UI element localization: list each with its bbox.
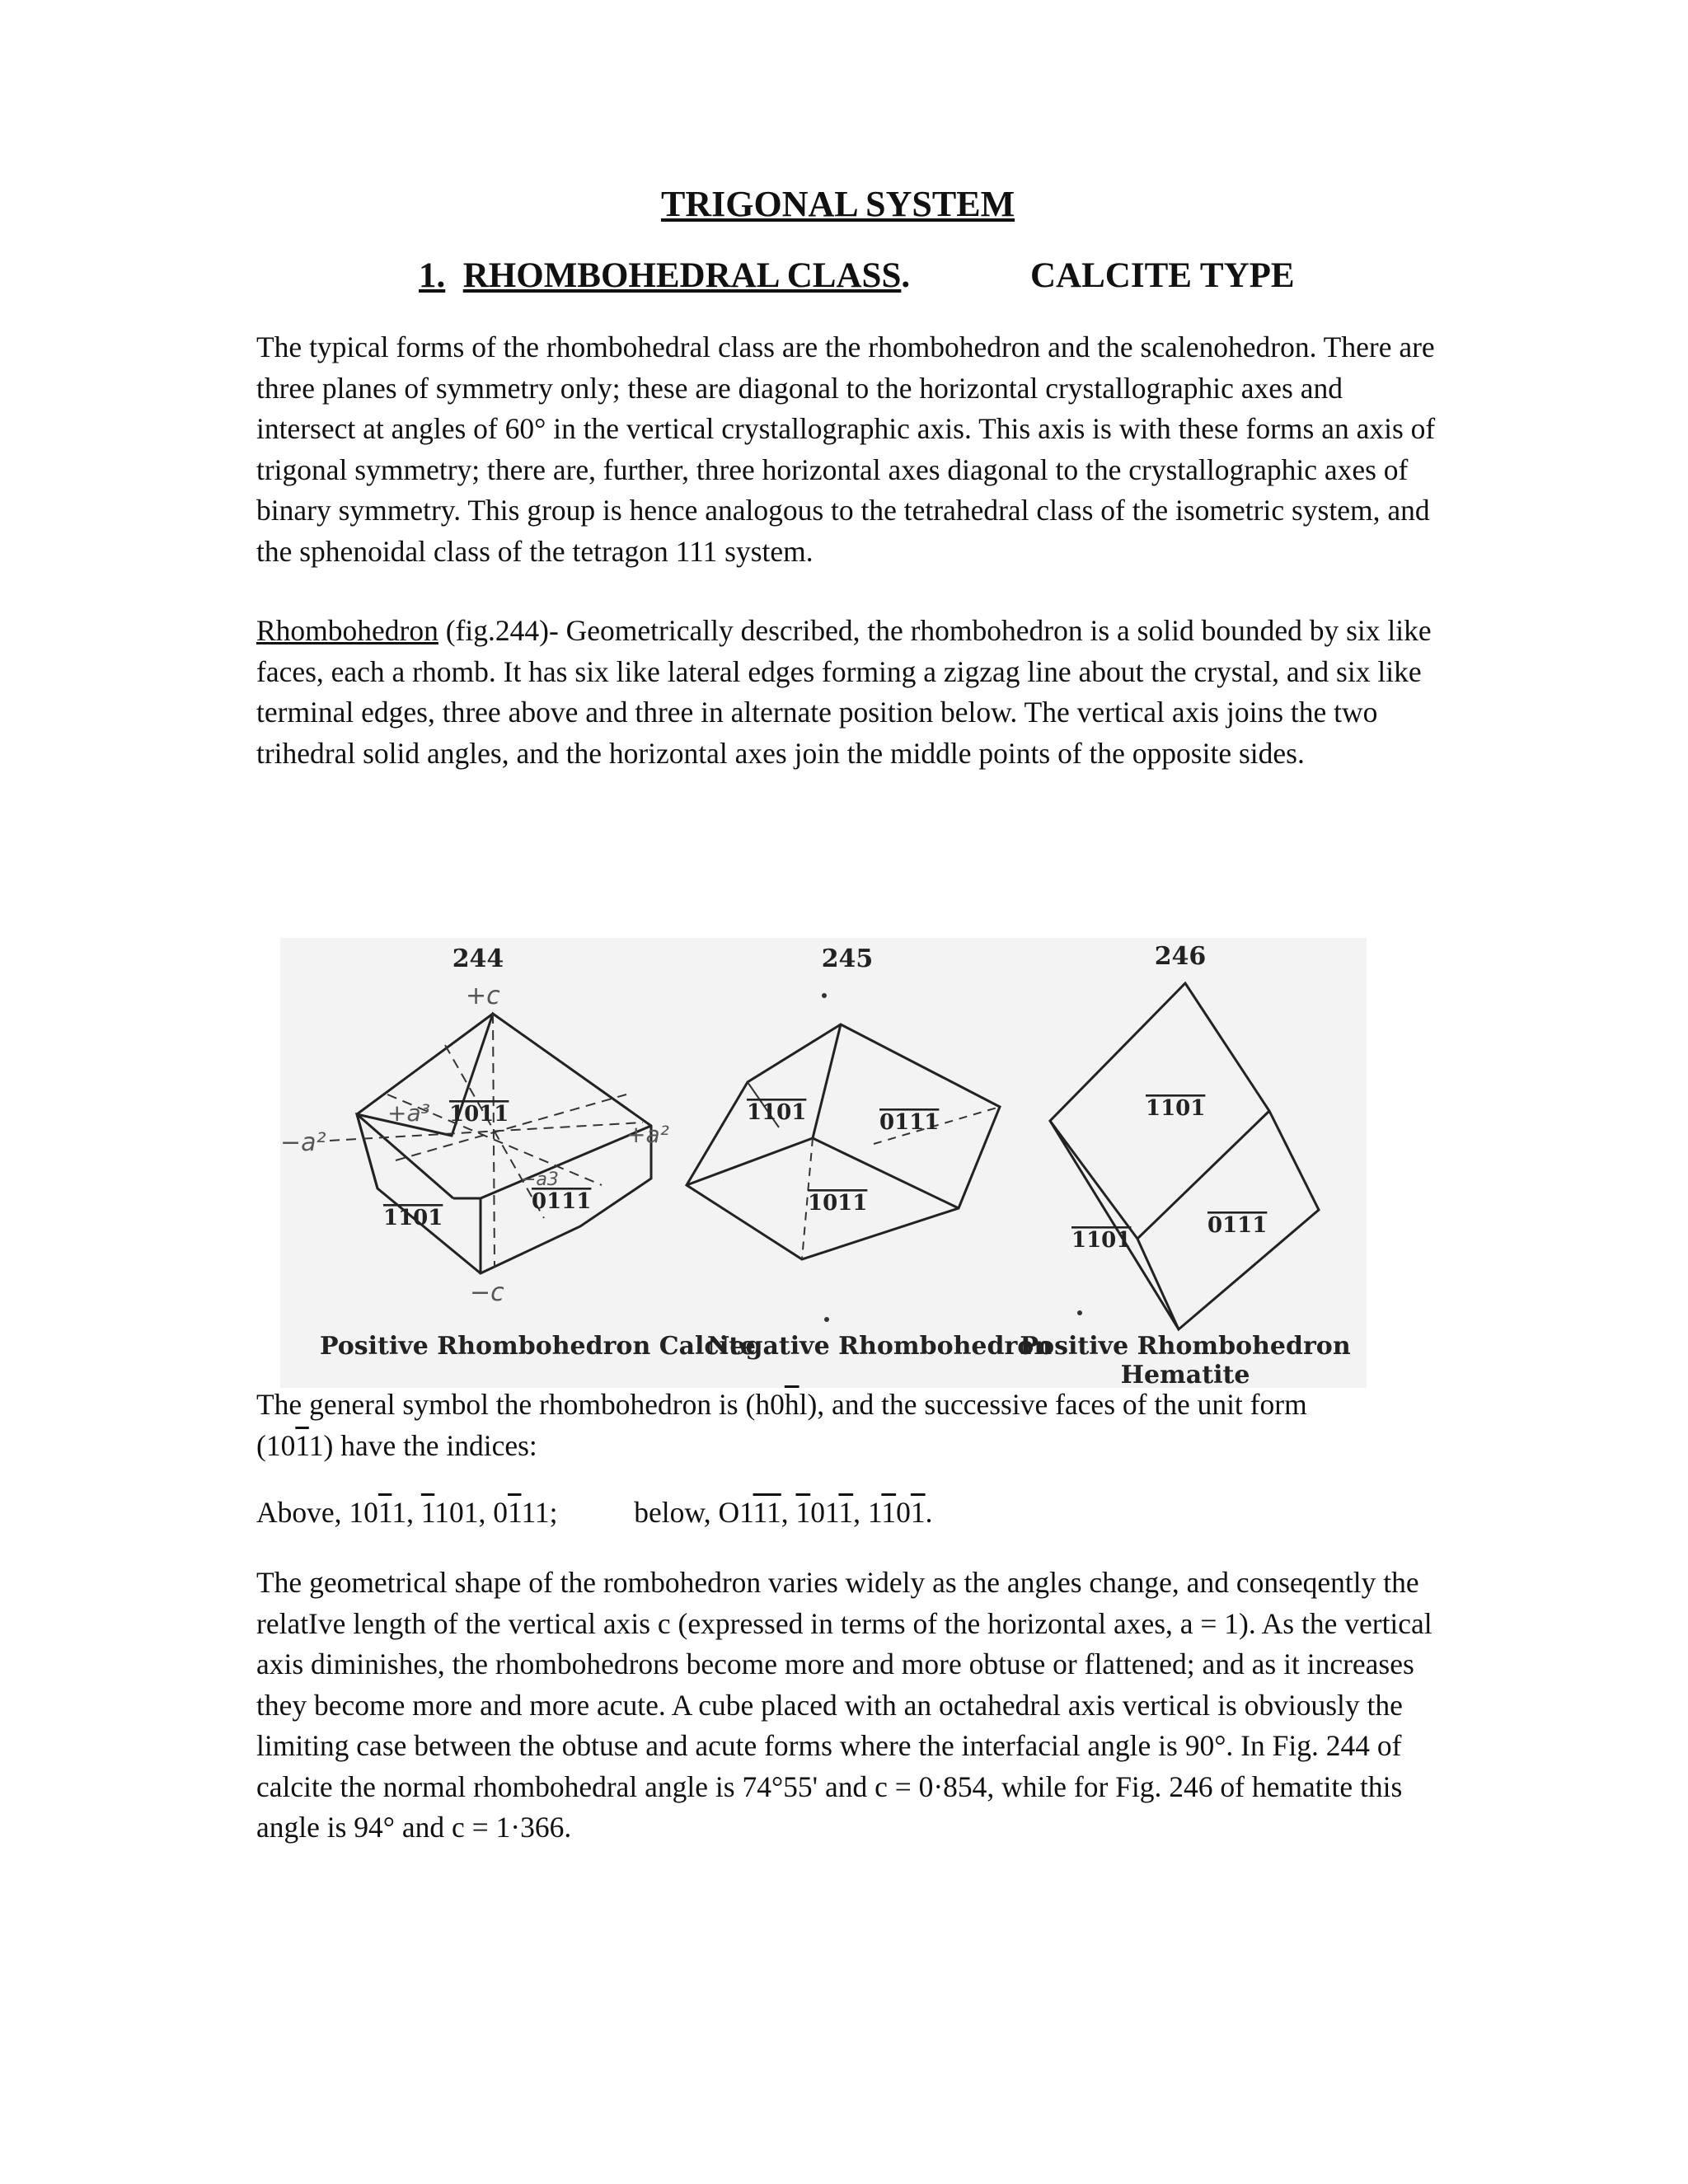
- class-heading: [419, 255, 910, 296]
- fig-245-face-bottom: 1011: [808, 1191, 868, 1216]
- geometry-paragraph: The geometrical shape of the rombohedron varies widely as the angles change, and conseqently the relatIve length of the vertical axis c (expressed in terms of the horizontal axes, a = 1). As the vertical axis diminishes, the rhombohedrons become more and more obtuse or flattened; and as it increases they become more and more acute. A cube placed with an octahedral axis vertical is obviously the limiting case between the obtuse and acute forms where the interfacial angle is 90°. In Fig. 244 of calcite the normal rhombohedral angle is 74°55' and c = 0·854, while for Fig. 246 of hematite this angle is 94° and c = 1·366.: [256, 1566, 1432, 1844]
- figures-svg: [280, 938, 1367, 1388]
- fig-246-edge: [1050, 1121, 1179, 1329]
- fig-246-outline: [1050, 983, 1319, 1329]
- fig-244-axis-top: +c: [466, 982, 500, 1010]
- fig-244-axis-a3: +a³: [387, 1099, 430, 1127]
- intro-paragraph: The typical forms of the rhombohedral class are the rhombohedron and the scalenohedron. There are three planes of symmetry only; these are diagonal to the horizontal crystallographic axes and intersect at angles of 60° in the vertical crystallographic axis. This axis is with these forms an axis of trigonal symmetry; there are, further, three horizontal axes diagonal to the crystallographic axes of binary symmetry. This group is hence analogous to the tetrahedral class of the isometric system, and the sphenoidal class of the tetragon 111 system.: [256, 330, 1436, 568]
- class-period: .: [901, 256, 911, 295]
- overlined-1: 1: [295, 1428, 309, 1462]
- page-title: TRIGONAL SYSTEM: [661, 184, 1015, 224]
- indices-above: Above, 1011, 1101, 0111;: [256, 1496, 558, 1529]
- fig-245-number: 245: [821, 944, 874, 973]
- fig-244-face-right: 0111: [532, 1189, 592, 1214]
- fig-244-edge: [357, 1114, 453, 1198]
- fig-244-axis-bottom: −c: [470, 1278, 504, 1307]
- indices-below: below, O111, 1011, 1101.: [634, 1496, 933, 1529]
- fig-245-outline: [687, 1024, 1000, 1259]
- fig-246-face-left: 1101: [1071, 1228, 1132, 1253]
- fig-244-number: 244: [452, 944, 504, 973]
- fig-244-face-left: 1101: [383, 1206, 443, 1230]
- class-number: 1.: [419, 256, 446, 295]
- symbol-paragraph: The general symbol the rhombohedron is $(h0\overline{h}l)$, and the successive faces of the unit form (1011) have the indices:: [256, 1388, 1307, 1462]
- fig-245-caption: Negative Rhombohedron: [707, 1332, 1053, 1361]
- fig-246-caption-line1: Positive Rhombohedron: [1020, 1332, 1351, 1361]
- fig-244-axis-left: −a²: [280, 1128, 326, 1157]
- rhombohedron-paragraph: [256, 611, 1443, 774]
- indices-line: [256, 1493, 1493, 1534]
- rhombohedron-text: (fig.244)- Geometrically described, the rhombohedron is a solid bounded by six like faces, each a rhomb. It has six like lateral edges forming a zigzag line about the crystal, and six like terminal edges, three above and three in alternate position below. The vertical axis joins the two trihedral solid angles, and the horizontal axes join the middle points of the opposite sides.: [256, 614, 1432, 770]
- fig-244-edge: [481, 1126, 651, 1198]
- class-name: RHOMBOHEDRAL CLASS: [462, 256, 902, 295]
- fig-244-c-axis: [493, 1014, 495, 1268]
- fig-246-number: 246: [1154, 942, 1207, 971]
- fig-245-edge: [813, 1024, 841, 1138]
- fig-244-edge: [357, 1114, 377, 1188]
- rhombohedron-term: Rhombohedron: [256, 614, 438, 647]
- fig-246-caption-line2: Hematite: [1120, 1361, 1250, 1388]
- fig-244-face-top: 1011: [449, 1102, 509, 1127]
- fig-245-face-left: 1101: [747, 1100, 807, 1125]
- overlined-h: $\overline{h}$: [784, 1388, 799, 1421]
- fig-246: [1020, 942, 1350, 1388]
- fig-246-face-right: 0111: [1207, 1213, 1268, 1238]
- fig-245-face-right: 0111: [879, 1110, 940, 1135]
- fig-246-face-top: 1101: [1146, 1096, 1206, 1121]
- fig-245: [687, 944, 1052, 1361]
- fig-244-axis-right: +a²: [626, 1121, 669, 1148]
- fig-245-edge: [687, 1138, 813, 1185]
- fig-244: [280, 944, 756, 1361]
- fig-244-axis-inner: −a3: [521, 1169, 559, 1190]
- fig-244-caption: Positive Rhombohedron Calcite: [320, 1332, 757, 1361]
- type-heading: CALCITE TYPE: [1030, 256, 1295, 295]
- rhombohedron-figures: [280, 938, 1367, 1388]
